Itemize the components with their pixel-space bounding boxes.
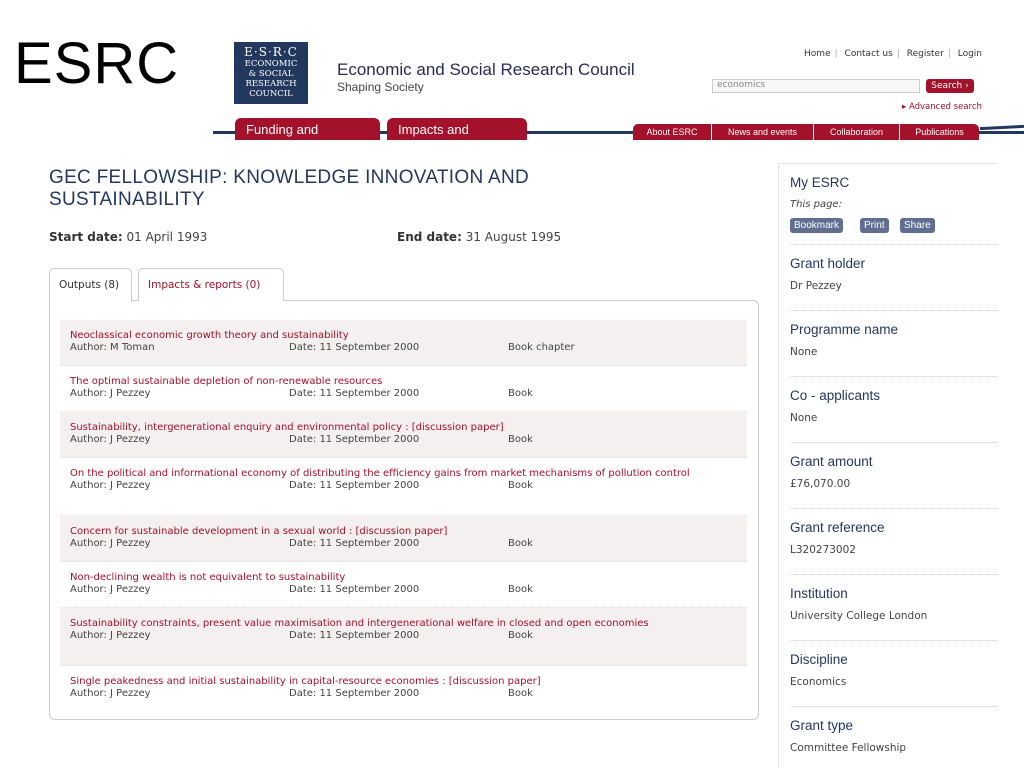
login-link[interactable]: Login (957, 49, 982, 59)
output-title[interactable]: On the political and informational economy of distributing the efficiency gains from market mechanisms of pollution control (70, 468, 690, 479)
output-date: Date: 11 September 2000 (289, 434, 420, 445)
output-author: Author: J Pezzey (70, 388, 151, 399)
grant-type-heading: Grant type (790, 718, 854, 733)
tab-publications[interactable]: Publications (900, 124, 979, 140)
start-date-value: 01 April 1993 (126, 230, 208, 244)
grant-sidebar (778, 163, 996, 768)
output-meta (70, 434, 737, 446)
sidebar-separator (790, 244, 997, 245)
output-author: Author: J Pezzey (70, 584, 151, 595)
org-name: Economic and Social Research Council (337, 60, 635, 79)
sidebar-separator (790, 442, 997, 443)
output-title[interactable]: Concern for sustainable development in a sexual world : [discussion paper] (70, 526, 448, 537)
end-date-value: 31 August 1995 (465, 230, 562, 244)
logo-line: & SOCIAL (248, 69, 294, 79)
output-type: Book (508, 538, 533, 549)
discipline-heading: Discipline (790, 652, 848, 667)
output-date: Date: 11 September 2000 (289, 480, 420, 491)
search-input[interactable]: economics (712, 79, 920, 93)
output-meta (70, 480, 737, 492)
esrc-logo[interactable] (234, 42, 308, 104)
tab-funding-and-guidance[interactable]: Funding and guidance (235, 118, 380, 140)
sidebar-separator (790, 706, 997, 707)
output-title[interactable]: Non-declining wealth is not equivalent to sustainability (70, 572, 346, 583)
output-author: Author: J Pezzey (70, 538, 151, 549)
output-author: Author: J Pezzey (70, 434, 151, 445)
bookmark-button[interactable]: Bookmark (790, 218, 843, 233)
output-date: Date: 11 September 2000 (289, 538, 420, 549)
output-row[interactable] (60, 666, 747, 710)
start-date (49, 230, 207, 244)
output-row[interactable] (60, 412, 747, 458)
output-type: Book (508, 630, 533, 641)
output-type: Book (508, 480, 533, 491)
start-date-label: Start date: (49, 230, 123, 244)
output-date: Date: 11 September 2000 (289, 688, 420, 699)
output-row[interactable] (60, 458, 747, 516)
grant-amount-value: £76,070.00 (790, 478, 851, 490)
output-row[interactable] (60, 516, 747, 562)
logo-line: RESEARCH (245, 79, 297, 89)
grant-reference-heading: Grant reference (790, 520, 885, 535)
sidebar-separator (790, 376, 997, 377)
this-page-label: This page: (790, 199, 842, 210)
grant-holder-value: Dr Pezzey (790, 280, 842, 292)
tab-impacts-reports[interactable]: Impacts & reports (0) (138, 268, 284, 301)
grant-holder-heading: Grant holder (790, 256, 866, 271)
output-date: Date: 11 September 2000 (289, 388, 420, 399)
output-author: Author: J Pezzey (70, 688, 151, 699)
logo-line: ECONOMIC (244, 59, 298, 69)
institution-heading: Institution (790, 586, 848, 601)
logo-line: COUNCIL (249, 89, 293, 99)
my-esrc-heading: My ESRC (790, 175, 850, 190)
discipline-value: Economics (790, 676, 847, 688)
output-row[interactable] (60, 366, 747, 412)
output-author: Author: J Pezzey (70, 630, 151, 641)
output-row[interactable] (60, 608, 747, 666)
programme-name-value: None (790, 346, 818, 358)
top-links (804, 49, 982, 59)
grant-reference-value: L320273002 (790, 544, 856, 556)
sidebar-separator (790, 508, 997, 509)
output-title[interactable]: Single peakedness and initial sustainability in capital-resource economies : [discussion paper] (70, 676, 541, 687)
output-author: Author: M Toman (70, 342, 155, 353)
output-title[interactable]: Neoclassical economic growth theory and sustainability (70, 330, 349, 341)
output-meta (70, 630, 737, 642)
output-type: Book (508, 584, 533, 595)
tab-impacts-and-findings[interactable]: Impacts and findings (387, 118, 527, 140)
sidebar-separator (790, 310, 997, 311)
output-type: Book (508, 388, 533, 399)
link-separator: | (834, 49, 838, 59)
output-author: Author: J Pezzey (70, 480, 151, 491)
tab-about-esrc[interactable]: About ESRC (633, 124, 712, 140)
link-separator: | (947, 49, 951, 59)
output-row[interactable] (60, 320, 747, 366)
output-date: Date: 11 September 2000 (289, 584, 420, 595)
output-title[interactable]: The optimal sustainable depletion of non-renewable resources (70, 376, 383, 387)
tab-news-and-events[interactable]: News and events (712, 124, 814, 140)
search-button[interactable]: Search › (926, 79, 974, 93)
institution-value: University College London (790, 610, 928, 622)
co-applicants-heading: Co - applicants (790, 388, 881, 403)
output-date: Date: 11 September 2000 (289, 630, 420, 641)
tab-collaboration[interactable]: Collaboration (814, 124, 900, 140)
output-meta (70, 538, 737, 550)
grant-type-value: Committee Fellowship (790, 742, 907, 754)
output-title[interactable]: Sustainability, intergenerational enquiry and environmental policy : [discussion paper] (70, 422, 504, 433)
output-date: Date: 11 September 2000 (289, 342, 420, 353)
output-type: Book chapter (508, 342, 575, 353)
org-tagline: Shaping Society (337, 80, 424, 94)
end-date-label: End date: (397, 230, 462, 244)
output-meta (70, 342, 737, 354)
co-applicants-value: None (790, 412, 818, 424)
advanced-search-link[interactable]: ▸ Advanced search (902, 102, 982, 112)
share-button[interactable]: Share (900, 218, 935, 233)
output-type: Book (508, 688, 533, 699)
output-row[interactable] (60, 562, 747, 608)
programme-name-heading: Programme name (790, 322, 899, 337)
logo-line: E·S·R·C (244, 45, 298, 59)
home-link[interactable]: Home (804, 49, 831, 59)
output-meta (70, 584, 737, 596)
output-meta (70, 388, 737, 400)
register-link[interactable]: Register (906, 49, 944, 59)
output-title[interactable]: Sustainability constraints, present value maximisation and intergenerational welfare in closed and open economies (70, 618, 649, 629)
page-title: GEC FELLOWSHIP: KNOWLEDGE INNOVATION AND SUSTAINABILITY (49, 167, 530, 210)
sidebar-separator (790, 574, 997, 575)
output-meta (70, 688, 737, 700)
contact-link[interactable]: Contact us (844, 49, 893, 59)
slide-title: ESRC (14, 31, 180, 96)
tab-outputs[interactable]: Outputs (8) (49, 268, 132, 302)
output-type: Book (508, 434, 533, 445)
grant-amount-heading: Grant amount (790, 454, 873, 469)
link-separator: | (896, 49, 900, 59)
print-button[interactable]: Print (860, 218, 889, 233)
end-date (397, 230, 561, 244)
sidebar-separator (790, 640, 997, 641)
